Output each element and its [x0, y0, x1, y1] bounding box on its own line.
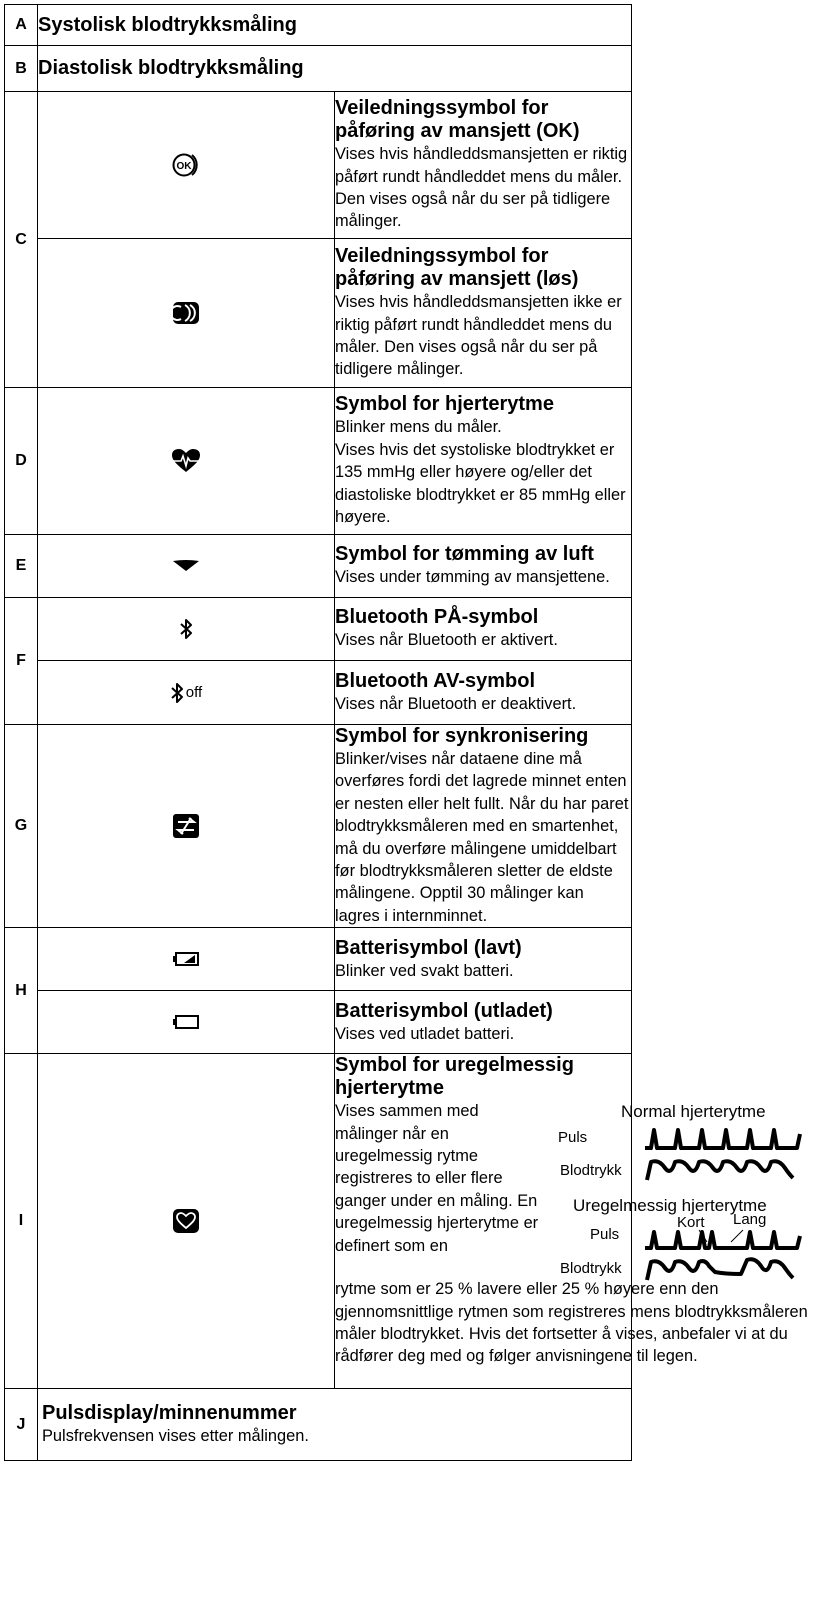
description-cell: [335, 1054, 808, 1389]
icon-cell: [38, 598, 335, 661]
description-cell: [335, 598, 632, 661]
irregular-heartbeat-icon: [172, 1208, 200, 1234]
symbol-description: Vises når Bluetooth er aktivert.: [335, 631, 558, 650]
row-e: [5, 535, 632, 598]
icon-cell: [38, 725, 335, 928]
bluetooth-off-icon: [170, 682, 184, 704]
heart-rhythm-icon: [171, 448, 201, 474]
symbol-title: Pulsdisplay/minnenummer: [42, 1402, 297, 1425]
row-letter: I: [5, 1054, 38, 1389]
row-letter: F: [5, 598, 38, 725]
cuff-loose-icon: [171, 298, 201, 328]
row-h-empty: [5, 991, 632, 1054]
row-f-on: [5, 598, 632, 661]
irregular-rhythm-title: Uregelmessig hjerterytme: [573, 1196, 767, 1216]
symbol-title: Veiledningssymbol for påføring av mansjett (OK): [335, 97, 580, 143]
icon-cell: [38, 535, 335, 598]
row-letter: H: [5, 928, 38, 1054]
normal-pulse-trace: [645, 1130, 800, 1148]
row-a: [5, 5, 632, 46]
bp-label: Blodtrykk: [560, 1162, 622, 1180]
bp-label: Blodtrykk: [560, 1260, 622, 1278]
symbol-description: Blinker/vises når dataene dine må overføres fordi det lagrede minnet enten er nesten eller helt fullt. Når du har paret blodtrykksmåleren med en smartenhet, må du overføre målingene umiddelbart før blodtrykksmåleren sletter de eldste målingene. Opptil 30 målinger kan lagres i internminnet.: [335, 750, 629, 925]
symbol-description: Vises under tømming av mansjettene.: [335, 568, 610, 587]
symbol-description: Blinker mens du måler. Vises hvis det systoliske blodtrykket er 135 mmHg eller høyere og/eller det diastoliske blodtrykket er 85 mmHg eller høyere.: [335, 418, 626, 527]
row-h-low: [5, 928, 632, 991]
row-letter: A: [5, 5, 38, 46]
icon-cell: [38, 991, 335, 1054]
icon-cell: [38, 1054, 335, 1389]
symbol-title: Veiledningssymbol for påføring av mansjett (løs): [335, 245, 579, 291]
symbol-title: Batterisymbol (lavt): [335, 936, 522, 959]
symbol-title: Symbol for uregelmessig hjerterytme: [335, 1054, 574, 1100]
bluetooth-off-label: off: [185, 684, 203, 701]
row-letter: G: [5, 725, 38, 928]
battery-empty-icon: [172, 1014, 200, 1030]
description-cell: [335, 388, 632, 535]
description-cell: [38, 1389, 632, 1461]
description-cell: [335, 991, 632, 1054]
normal-rhythm-diagram: [645, 1124, 805, 1184]
sync-icon: [172, 813, 200, 839]
icon-cell: [38, 92, 335, 239]
battery-low-icon: [172, 951, 200, 967]
symbol-description: Vises ved utladet batteri.: [335, 1024, 515, 1043]
short-label: Kort: [677, 1214, 705, 1232]
row-b: [5, 46, 632, 92]
description-cell: [335, 661, 632, 725]
icon-cell: [38, 388, 335, 535]
normal-bp-trace: [647, 1162, 793, 1181]
symbol-title: Symbol for tømming av luft: [335, 543, 594, 566]
irregular-bp-trace: [647, 1260, 793, 1281]
description-cell: [335, 92, 632, 239]
symbol-description-continued: rytme som er 25 % lavere eller 25 % høyere enn den gjennomsnittlige rytmen som registreres mens blodtrykksmåleren måler blodtrykket. Hvis det fortsetter å vises, anbefaler vi at du rådfører deg med og følger anvisningene til legen.: [335, 1280, 808, 1366]
pulse-label: Puls: [590, 1226, 620, 1244]
symbol-description: Vises når Bluetooth er deaktivert.: [335, 694, 577, 713]
row-g: [5, 725, 632, 928]
deflation-icon: [171, 559, 201, 573]
symbol-description: Vises hvis håndleddsmansjetten ikke er riktig påført rundt håndleddet mens du måler. Den vises også når du ser på tidligere målinger.: [335, 293, 622, 379]
icon-cell: [38, 239, 335, 388]
row-letter: B: [5, 46, 38, 92]
symbol-title: Symbol for synkronisering: [335, 725, 589, 747]
pulse-label: Puls: [558, 1129, 588, 1147]
bluetooth-icon: [179, 618, 193, 640]
symbol-description: Blinker ved svakt batteri.: [335, 961, 514, 980]
symbol-title: Bluetooth AV-symbol: [335, 669, 535, 692]
symbol-description: Vises sammen med målinger når en uregelmessig rytme registreres to eller flere ganger under en måling. En uregelmessig hjerterytme er definert som en: [335, 1102, 539, 1255]
irregular-rhythm-diagram: [645, 1228, 805, 1282]
row-letter: C: [5, 92, 38, 388]
long-label: Lang: [733, 1211, 767, 1229]
row-i: [5, 1054, 632, 1389]
row-letter: E: [5, 535, 38, 598]
row-j: [5, 1389, 632, 1461]
symbol-title: Bluetooth PÅ-symbol: [335, 606, 539, 629]
symbol-table: [4, 4, 808, 1461]
description-cell: [335, 725, 632, 928]
symbol-title: Symbol for hjerterytme: [335, 393, 554, 416]
row-letter: J: [5, 1389, 38, 1461]
irregular-content: [335, 1100, 808, 1388]
row-title: Diastolisk blodtrykksmåling: [38, 46, 632, 92]
symbol-description: Pulsfrekvensen vises etter målingen.: [42, 1427, 309, 1446]
row-f-off: [5, 661, 632, 725]
normal-rhythm-title: Normal hjerterytme: [621, 1102, 766, 1122]
svg-text:OK: OK: [176, 161, 192, 172]
row-c-loose: [5, 239, 632, 388]
description-cell: [335, 239, 632, 388]
row-title: Systolisk blodtrykksmåling: [38, 5, 632, 46]
symbol-title: Batterisymbol (utladet): [335, 999, 553, 1022]
irregular-pulse-trace: [645, 1232, 800, 1248]
row-letter: D: [5, 388, 38, 535]
row-d: [5, 388, 632, 535]
description-cell: [335, 535, 632, 598]
symbol-description: Vises hvis håndleddsmansjetten er riktig påført rundt håndleddet mens du måler. Den vises også når du ser på tidligere målinger.: [335, 145, 628, 231]
cuff-ok-icon: [171, 150, 201, 180]
row-c-ok: [5, 92, 632, 239]
icon-cell: [38, 661, 335, 725]
description-cell: [335, 928, 632, 991]
icon-cell: [38, 928, 335, 991]
